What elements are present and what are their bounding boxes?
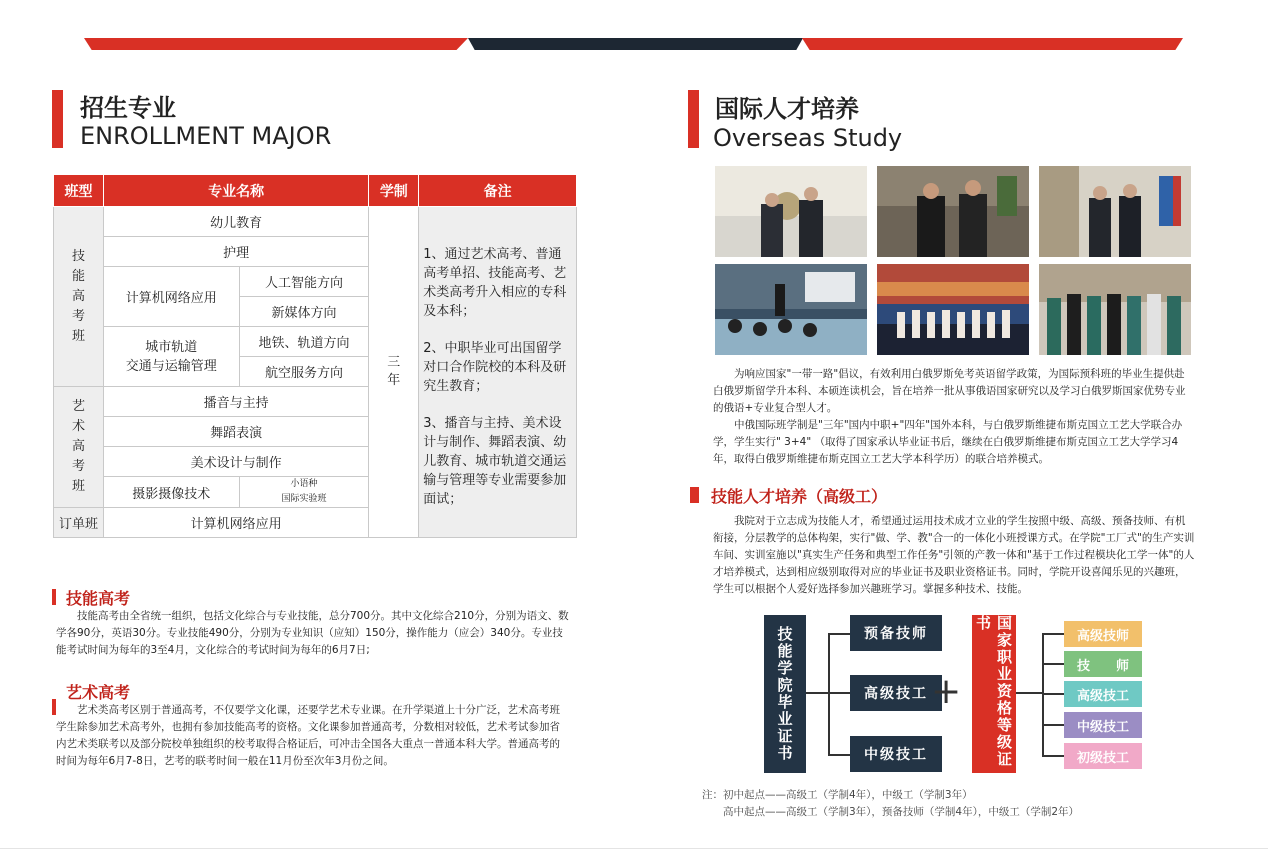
diagram-connector <box>1042 724 1064 726</box>
major-line: 城市轨道 <box>145 339 198 355</box>
overseas-title-bar <box>688 90 699 148</box>
note-2: 2、中职毕业可出国留学对口合作院校的本科及研究生教育； <box>423 341 567 394</box>
diagram-national-certificate: 国家职业资格等级证书 <box>972 615 1016 773</box>
group-art-exam-label: 艺术高考班 <box>71 399 85 494</box>
enrollment-table <box>53 174 577 538</box>
table-header-row <box>54 175 577 207</box>
diagram-cert-level: 中级技工 <box>1064 712 1142 738</box>
header-duration: 学制 <box>369 175 419 207</box>
diagram-cert-level: 初级技工 <box>1064 743 1142 769</box>
diagram-connector <box>806 692 828 694</box>
diagram-connector <box>1042 693 1064 695</box>
note-1: 1、通过艺术高考、普通高考单招、技能高考、艺术类高考升入相应的专科及本科； <box>423 247 567 319</box>
group-art-exam <box>54 387 104 508</box>
diagram-connector <box>1042 755 1064 757</box>
major-cell: 护理 <box>103 237 368 267</box>
major-direction-cell <box>239 477 369 508</box>
major-cell: 播音与主持 <box>103 387 368 417</box>
diagram-cert-level: 技 师 <box>1064 651 1142 677</box>
diagram-cert-level: 高级技工 <box>1064 681 1142 707</box>
footnote-line-2: 高中起点——高级工（学制3年），预备技师（学制4年），中级工（学制2年） <box>723 806 1080 818</box>
skill-exam-bar <box>52 589 56 605</box>
note-3: 3、播音与主持、美术设计与制作、舞蹈表演、幼儿教育、城市轨道交通运输与管理等专业需要参加面试； <box>423 416 567 507</box>
duration-label: 三年 <box>387 355 401 388</box>
skill-training-bar <box>690 487 699 503</box>
overseas-title-en: Overseas Study <box>713 124 903 152</box>
bottom-divider <box>0 848 1268 849</box>
top-band-right <box>802 38 1183 50</box>
major-cell: 美术设计与制作 <box>103 447 368 477</box>
group-skill-exam-label: 技能高考班 <box>71 248 85 344</box>
footnote-line-1: 注：初中起点——高级工（学制4年），中级工（学制3年） <box>702 789 973 801</box>
overseas-title-cn: 国际人才培养 <box>715 95 859 123</box>
major-direction-cell: 新媒体方向 <box>239 297 369 327</box>
diagram-connector <box>828 692 850 694</box>
major-cell: 摄影摄像技术 <box>103 477 239 508</box>
overseas-intro-1: 为响应国家"一带一路"倡议，有效利用白俄罗斯免考英语留学政策，为国际预科班的毕业生提供赴白俄罗斯留学升本科、本硕连读机会，旨在培养一批从事俄语国家研究以及学习白俄罗斯国家优势专业的俄语+专业复合型人才。 <box>713 368 1186 414</box>
diagram-level-prep-technician: 预备技师 <box>850 615 942 651</box>
enrollment-title-cn: 招生专业 <box>80 94 176 122</box>
skill-exam-text: 技能高考由全省统一组织，包括文化综合与专业技能，总分700分。其中文化综合210分，分别为语文、数学各90分，英语30分。专业技能490分，分别为专业知识（应知）150分，操作能力（应会）340分。专业技能考试时间为每年的3至4月，文化综合的考试时间为每年的6月7日; <box>56 610 569 656</box>
major-direction-cell: 人工智能方向 <box>239 267 369 297</box>
diagram-level-senior-worker: 高级技工 <box>850 675 942 711</box>
skill-training-text: 我院对于立志成为技能人才，希望通过运用技术成才立业的学生按照中级、高级、预备技师、有机衔接，分层教学的总体构架，实行"做、学、教"合一的一体化小班授课方式。在学院"工厂式"的生产实训车间、实训室施以"真实生产任务和典型工作任务"引领的产教一体和"基于工作过程模块化工学一体"的人才培养模式，达到相应级别取得对应的毕业证书及职业资格证书。同时，学院开设喜闻乐见的兴趣班，学生可以根据个人爱好选择参加兴趣班学习。掌握多种技术、技能。 <box>713 515 1195 595</box>
major-cell: 幼儿教育 <box>103 207 368 237</box>
group-order-class: 订单班 <box>54 508 104 538</box>
major-direction-cell: 航空服务方向 <box>239 357 369 387</box>
diagram-connector <box>828 633 850 635</box>
major-cell: 计算机网络应用 <box>103 267 239 327</box>
photo-classroom <box>715 264 867 355</box>
major-cell <box>103 327 239 387</box>
diagram-connector <box>828 754 850 756</box>
header-notes: 备注 <box>419 175 577 207</box>
major-line: 交通与运输管理 <box>125 358 217 374</box>
enrollment-title-bar <box>52 90 63 148</box>
photo-group <box>1039 264 1191 355</box>
group-skill-exam <box>54 207 104 387</box>
diagram-plus-sign: + <box>931 671 962 712</box>
header-class-type: 班型 <box>54 175 104 207</box>
photo-handshake-3 <box>1039 166 1191 257</box>
skill-training-heading: 技能人才培养（高级工） <box>711 487 888 506</box>
overseas-intro-2: 中俄国际班学制是"三年"国内中职+"四年"国外本科，与白俄罗斯维捷布斯克国立工艺大学联合办学，学生实行" 3+4" （取得了国家承认毕业证书后，继续在白俄罗斯维捷布斯克国立工艺大学学习4年，取得白俄罗斯维捷布斯克国立工艺大学本科学历）的联合培养模式。 <box>713 419 1183 465</box>
photo-handshake-1 <box>715 166 867 257</box>
header-major-name: 专业名称 <box>103 175 368 207</box>
photo-handshake-2 <box>877 166 1029 257</box>
top-band-left <box>84 38 468 50</box>
diagram-connector <box>1042 663 1064 665</box>
minor-line: 国际实验班 <box>281 494 327 504</box>
diagram-connector <box>1016 692 1042 694</box>
art-exam-heading: 艺术高考 <box>66 683 131 702</box>
diagram-level-mid-worker: 中级技工 <box>850 736 942 772</box>
minor-line: 小语种 <box>290 479 318 489</box>
art-exam-text: 艺术类高考区别于普通高考，不仅要学文化课，还要学艺术专业课。在升学渠道上十分广泛，艺术高考班学生除参加艺术高考外，也拥有参加技能高考的资格。文化课参加普通高考，分数相对较低，艺术考试参加省内艺术类联考以及部分院校单独组织的校考取得合格证后，可冲击全国各大重点一普通本科大学。普通高考的时间为每年6月7-8日，艺考的联考时间一般在11月份至次年3月份之间。 <box>56 704 560 767</box>
diagram-connector <box>828 633 830 755</box>
major-cell: 计算机网络应用 <box>103 508 368 538</box>
diagram-cert-level: 高级技师 <box>1064 621 1142 647</box>
skill-exam-heading: 技能高考 <box>66 589 131 608</box>
major-cell: 舞蹈表演 <box>103 417 368 447</box>
enrollment-title-en: ENROLLMENT MAJOR <box>80 122 332 150</box>
notes-cell <box>419 207 577 538</box>
top-band-center <box>468 38 803 50</box>
duration-cell <box>369 207 419 538</box>
table-row <box>54 207 577 237</box>
diagram-graduation-certificate: 技能学院毕业证书 <box>764 615 806 773</box>
major-direction-cell: 地铁、轨道方向 <box>239 327 369 357</box>
photo-stage <box>877 264 1029 355</box>
diagram-connector <box>1042 633 1064 635</box>
